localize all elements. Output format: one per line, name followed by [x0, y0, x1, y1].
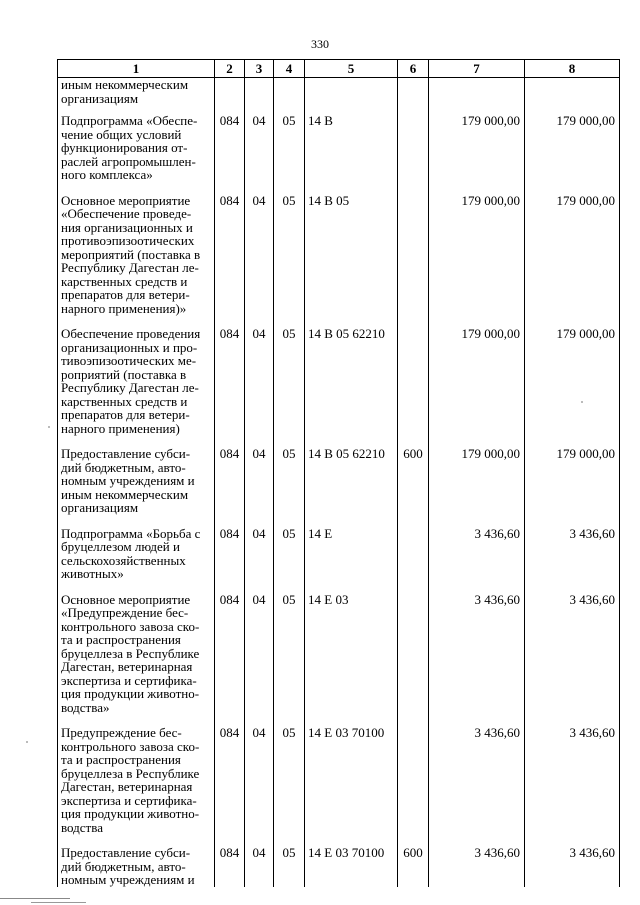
row-grbs: 084	[215, 527, 245, 593]
row-subsection: 05	[274, 527, 305, 593]
row-target-article: 14 Е 03 70100	[305, 726, 398, 846]
row-target-article: 14 В 05 62210	[305, 447, 398, 527]
row-expense-type	[398, 726, 429, 846]
column-header-3: 3	[245, 60, 274, 78]
row-amount-year2: 3 436,60	[525, 527, 620, 593]
table-row	[58, 726, 620, 846]
row-amount-year1: 3 436,60	[429, 593, 525, 727]
row-name: Подпрограмма «Обеспе- чение общих условий функционирования от- раслей агропромышлен- ного комплекса»	[58, 114, 215, 194]
column-header-6: 6	[398, 60, 429, 78]
row-grbs: 084	[215, 846, 245, 887]
row-expense-type: 600	[398, 846, 429, 887]
row-name: Основное мероприятие «Предупреждение бес- контрольного завоза ско- та и распространения бруцеллеза в Республике Дагестан, ветеринарная экспертиза и сертифика- ция продукции животно- водства»	[58, 593, 215, 727]
row-amount-year1: 179 000,00	[429, 194, 525, 328]
row-name: Основное мероприятие «Обеспечение проведе- ния организационных и противоэпизоотических мероприятий (поставка в Республику Дагестан ле- карственных средств и препаратов для ветери- нарного применения)»	[58, 194, 215, 328]
row-grbs: 084	[215, 593, 245, 727]
row-target-article: 14 В	[305, 114, 398, 194]
row-subsection	[274, 78, 305, 115]
row-target-article: 14 В 05	[305, 194, 398, 328]
row-section: 04	[245, 527, 274, 593]
row-section: 04	[245, 846, 274, 887]
row-grbs: 084	[215, 726, 245, 846]
column-header-2: 2	[215, 60, 245, 78]
table-row	[58, 327, 620, 447]
table-row	[58, 447, 620, 527]
row-grbs: 084	[215, 327, 245, 447]
row-amount-year2: 179 000,00	[525, 194, 620, 328]
row-name: Обеспечение проведения организационных и про- тивоэпизоотических ме- роприятий (поставка в Республику Дагестан ле- карственных средств и препаратов для ветери- нарного применения)	[58, 327, 215, 447]
row-target-article: 14 В 05 62210	[305, 327, 398, 447]
table-row	[58, 78, 620, 115]
row-amount-year2: 3 436,60	[525, 593, 620, 727]
row-amount-year2: 179 000,00	[525, 447, 620, 527]
row-name: Подпрограмма «Борьба с бруцеллезом людей и сельскохозяйственных животных»	[58, 527, 215, 593]
row-amount-year2: 179 000,00	[525, 327, 620, 447]
row-section: 04	[245, 726, 274, 846]
table-row	[58, 114, 620, 194]
row-name: Предупреждение бес- контрольного завоза ско- та и распространения бруцеллеза в Республике Дагестан, ветеринарная экспертиза и сертифика- ция продукции животно- водства	[58, 726, 215, 846]
row-grbs: 084	[215, 447, 245, 527]
row-expense-type	[398, 593, 429, 727]
row-subsection: 05	[274, 447, 305, 527]
row-expense-type	[398, 194, 429, 328]
row-expense-type	[398, 327, 429, 447]
row-grbs: 084	[215, 194, 245, 328]
scan-artifact	[48, 426, 50, 428]
column-header-5: 5	[305, 60, 398, 78]
row-amount-year1: 179 000,00	[429, 114, 525, 194]
row-section: 04	[245, 447, 274, 527]
row-section	[245, 78, 274, 115]
row-expense-type	[398, 527, 429, 593]
row-name: иным некоммерческим организациям	[58, 78, 215, 115]
row-amount-year2: 179 000,00	[525, 114, 620, 194]
budget-table	[57, 59, 620, 887]
row-name: Предоставление субси- дий бюджетным, авто- номным учреждениям и иным некоммерческим организациям	[58, 447, 215, 527]
row-section: 04	[245, 194, 274, 328]
row-subsection: 05	[274, 726, 305, 846]
row-expense-type	[398, 78, 429, 115]
row-amount-year1	[429, 78, 525, 115]
table-body	[58, 78, 620, 887]
row-amount-year1: 179 000,00	[429, 447, 525, 527]
scan-artifact	[31, 902, 86, 903]
row-amount-year2: 3 436,60	[525, 846, 620, 887]
scan-artifact	[581, 401, 583, 403]
row-section: 04	[245, 593, 274, 727]
row-subsection: 05	[274, 846, 305, 887]
row-target-article: 14 Е	[305, 527, 398, 593]
row-expense-type	[398, 114, 429, 194]
row-subsection: 05	[274, 593, 305, 727]
row-subsection: 05	[274, 194, 305, 328]
table-row	[58, 593, 620, 727]
table-row	[58, 194, 620, 328]
row-grbs: 084	[215, 114, 245, 194]
row-amount-year1: 3 436,60	[429, 846, 525, 887]
scan-artifact	[0, 898, 70, 899]
column-header-8: 8	[525, 60, 620, 78]
column-header-1: 1	[58, 60, 215, 78]
row-subsection: 05	[274, 114, 305, 194]
table-row	[58, 846, 620, 887]
row-target-article: 14 Е 03 70100	[305, 846, 398, 887]
row-target-article: 14 Е 03	[305, 593, 398, 727]
row-amount-year2: 3 436,60	[525, 726, 620, 846]
row-section: 04	[245, 327, 274, 447]
header-row	[58, 60, 620, 78]
row-amount-year1: 179 000,00	[429, 327, 525, 447]
column-header-7: 7	[429, 60, 525, 78]
row-amount-year2	[525, 78, 620, 115]
row-amount-year1: 3 436,60	[429, 726, 525, 846]
column-header-4: 4	[274, 60, 305, 78]
row-name: Предоставление субси- дий бюджетным, авто- номным учреждениям и	[58, 846, 215, 887]
scan-artifact	[26, 741, 28, 743]
row-target-article	[305, 78, 398, 115]
row-subsection: 05	[274, 327, 305, 447]
row-expense-type: 600	[398, 447, 429, 527]
row-amount-year1: 3 436,60	[429, 527, 525, 593]
row-grbs	[215, 78, 245, 115]
table-row	[58, 527, 620, 593]
row-section: 04	[245, 114, 274, 194]
page-number: 330	[311, 37, 329, 51]
